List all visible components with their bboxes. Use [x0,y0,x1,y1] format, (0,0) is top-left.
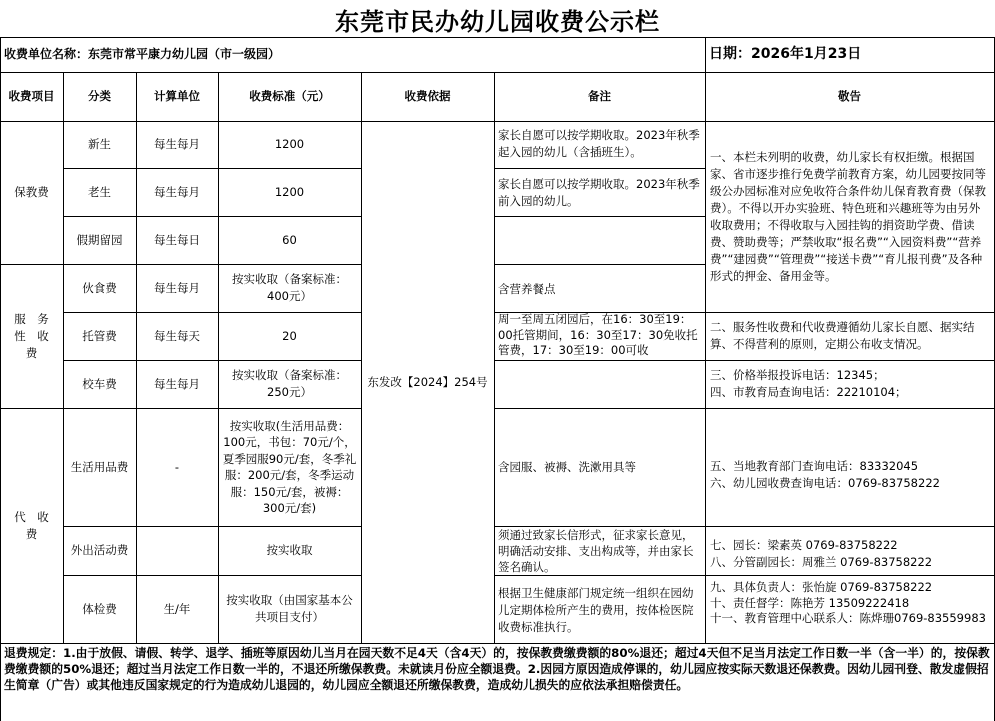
header-category: 分类 [88,89,111,103]
row-unit: 每生每月 [154,376,200,391]
notice-text: 六、幼儿园收费查询电话：0769-83758222 [710,476,940,490]
row-category: 体检费 [82,601,117,616]
grid-line [0,643,995,644]
row-unit: 每生每天 [154,328,200,343]
header-notice: 敬告 [838,89,861,103]
group-education: 保教费 [14,185,49,199]
group-service-line: 费 [25,345,38,360]
notice-text: 五、当地教育部门查询电话：83332045 [710,459,919,473]
notice-text: 九、具体负责人：张怡旋 0769-83758222 [710,580,933,594]
notice-block-3 [705,360,994,408]
row-standard: 按实收取（由国家基本公共项目支付） [226,593,353,624]
fee-basis: 东发改【2024】254号 [367,374,488,389]
notice-text: 七、园长：梁素英 0769-83758222 [710,537,898,552]
row-category: 新生 [88,137,111,151]
row-category: 校车费 [82,376,117,391]
row-category: 伙食费 [82,280,117,295]
row-unit: 每生每月 [154,184,200,199]
notice-text: 二、服务性收费和代收费遵循幼儿家长自愿、据实结算、不得营利的原则，定期公布收支情况。 [710,320,975,351]
row-standard: 按实收取（备案标准：250元） [232,368,347,399]
row-remark: 含营养餐点 [498,281,556,296]
notice-block-2 [705,312,994,360]
group-agency [0,408,63,643]
row-standard: 按实收取（备案标准：400元） [232,272,347,303]
row-standard: 1200 [274,184,305,199]
notice-text: 八、分管副园长：周雅兰 0769-83758222 [710,554,933,569]
notice-text: 十、责任督学：陈艳芳 13509222418 [710,595,910,610]
row-unit: 每生每月 [154,137,200,151]
notice-block-5 [705,526,994,575]
group-service-line: 性 收 [14,328,49,343]
notice-block-6 [705,575,994,643]
notice-text: 一、本栏未列明的收费，幼儿家长有权拒缴。根据国家、省市逐步推行免费学前教育方案，幼儿园要按同等级公办园标准对应免收符合条件幼儿保育教育费（保教费）。不得以开办实验班、特色班和兴趣班等为由另外收取费用；不得收取与入园挂钩的捐资助学费、借读费、赞助费等；严禁收取“报名费”“入园资料费”“营养费”“建园费”“管理费”“接送卡费”“育儿报刊费”及各种形式的押金、备用金等。 [710,149,986,283]
notice-date: 日期：2026年1月23日 [709,46,862,62]
row-unit: - [174,459,180,474]
header-basis: 收费依据 [404,89,451,103]
row-remark: 周一至周五闭园后，在16：30至19：00托管期间，16：30至17：30免收托管费，17：30至19：00可收 [498,312,698,357]
row-unit: 每生每日 [154,232,200,247]
header-unit: 计算单位 [154,89,200,103]
group-service [0,264,63,408]
row-standard: 60 [282,232,297,247]
row-remark [494,360,705,408]
row-standard: 按实收取 [266,543,313,557]
row-standard: 1200 [274,137,305,151]
row-category: 假期留园 [76,232,123,247]
refund-policy: 退费规定：1.由于放假、请假、转学、退学、插班等原因幼儿当月在园天数不足4天（含4天）的，按保教费缴费额的80%退还；超过4天但不足当月法定工作日数一半（含一半）的，按保教费缴费额的50%退还；超过当月法定工作日数一半的，不退还所缴保教费。未就读月份应全额退费。2.因园方原因造成停课的，幼儿园应按实际天数退还保教费。因幼儿园刊登、散发虚假招生简章（广告）或其他违反国家规定的行为造成幼儿退园的，幼儿园应全额退还所缴保教费，造成幼儿损失的应依法承担赔偿责任。 [4,646,990,692]
group-service-line: 服 务 [14,311,49,326]
page-title: 东莞市民办幼儿园收费公示栏 [335,7,660,36]
row-category: 生活用品费 [70,459,129,474]
notice-block-1 [705,121,994,312]
row-category: 老生 [88,184,111,199]
notice-block-4 [705,408,994,526]
header-item: 收费项目 [8,89,55,103]
header-remark: 备注 [588,89,611,103]
row-remark: 含园服、被褥、洗漱用具等 [498,459,636,474]
row-remark: 家长自愿可以按学期收取。2023年秋季起入园的幼儿（含插班生）。 [498,128,700,159]
group-agency-line: 费 [25,526,38,541]
row-remark: 家长自愿可以按学期收取。2023年秋季前入园的幼儿。 [498,177,700,208]
row-unit: 每生每月 [154,280,200,295]
row-remark: 须通过致家长信形式，征求家长意见，明确活动安排、支出构成等，并由家长签名确认。 [498,528,694,574]
notice-text: 四、市教育局查询电话：22210104； [710,385,907,399]
notice-text: 三、价格举报投诉电话：12345； [710,368,885,382]
row-category: 外出活动费 [70,543,129,557]
group-agency-line: 代 收 [14,509,49,524]
row-unit: 生/年 [163,601,191,616]
row-category: 托管费 [82,328,117,343]
notice-text: 十一、教育管理中心联系人：陈烨珊0769-83559983 [710,611,986,625]
unit-name: 收费单位名称：东莞市常平康力幼儿园（市一级园） [4,47,281,61]
row-standard: 按实收取(生活用品费：100元，书包：70元/个，夏季园服90元/套，冬季礼服：200元/套，冬季运动服：150元/套，被褥：300元/套) [222,418,357,515]
row-unit [136,526,218,575]
row-remark [494,216,705,264]
header-standard: 收费标准（元） [249,89,330,103]
row-standard: 20 [282,328,297,343]
row-remark: 根据卫生健康部门规定统一组织在园幼儿定期体检所产生的费用，按体检医院收费标准执行。 [498,586,694,634]
